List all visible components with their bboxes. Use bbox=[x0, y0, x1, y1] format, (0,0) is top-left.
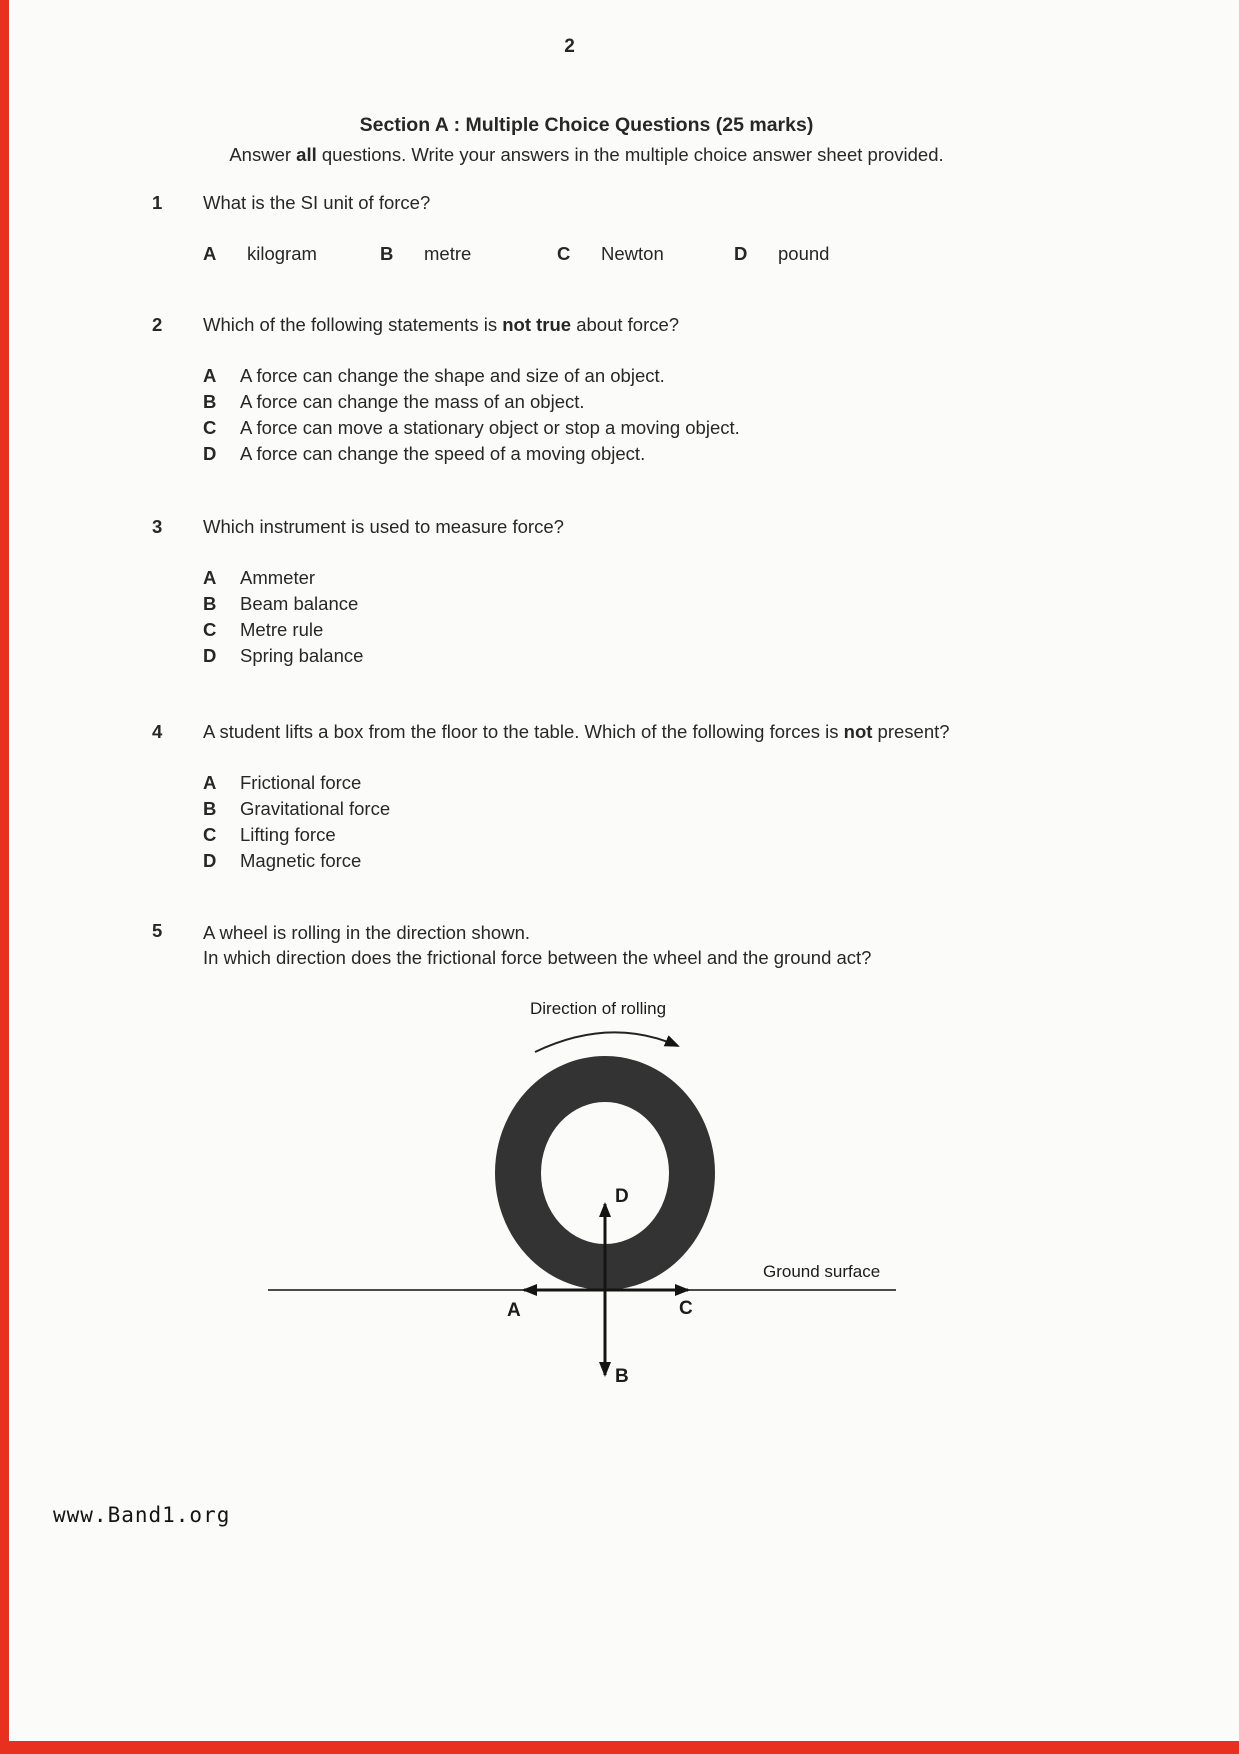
question-text bbox=[203, 516, 1149, 538]
option-text: Magnetic force bbox=[240, 850, 362, 871]
option-text: A force can change the mass of an object. bbox=[240, 391, 585, 412]
option-letter: A bbox=[203, 567, 217, 588]
wheel-diagram bbox=[258, 990, 1239, 1395]
option-text: metre bbox=[424, 243, 472, 264]
footer-watermark: www.Band1.org bbox=[53, 1503, 231, 1527]
rolling-direction-arrow bbox=[535, 1032, 678, 1052]
direction-of-rolling-label: Direction of rolling bbox=[530, 999, 667, 1018]
options bbox=[203, 770, 1149, 874]
option-c bbox=[557, 243, 734, 265]
question-number: 5 bbox=[152, 920, 163, 941]
question-text-bold: not bbox=[843, 721, 873, 742]
option-b bbox=[380, 243, 557, 265]
option-b bbox=[203, 389, 1149, 415]
option-c bbox=[203, 415, 1149, 441]
option-text: Spring balance bbox=[240, 645, 364, 666]
question-text-post: present? bbox=[872, 721, 950, 742]
question-5 bbox=[152, 920, 1149, 970]
option-letter: B bbox=[203, 593, 217, 614]
question-text-pre: A student lifts a box from the floor to the table. Which of the following forces is bbox=[203, 721, 844, 742]
label-a: A bbox=[507, 1300, 521, 1321]
option-text: Newton bbox=[601, 243, 664, 264]
option-letter: D bbox=[734, 243, 748, 264]
option-text: A force can move a stationary object or stop a moving object. bbox=[240, 417, 740, 438]
option-d bbox=[203, 441, 1149, 467]
option-a bbox=[203, 770, 1149, 796]
question-text-bold: not true bbox=[502, 314, 572, 335]
question-text-post: about force? bbox=[571, 314, 680, 335]
section-title: Section A : Multiple Choice Questions (25 marks) bbox=[359, 114, 814, 136]
option-letter: C bbox=[557, 243, 571, 264]
option-text: Frictional force bbox=[240, 772, 362, 793]
option-letter: D bbox=[203, 645, 217, 666]
instructions-pre: Answer bbox=[229, 144, 297, 165]
question-text bbox=[203, 192, 1149, 214]
instructions-bold: all bbox=[296, 144, 317, 165]
options bbox=[203, 243, 1149, 265]
question-number: 3 bbox=[152, 516, 163, 537]
option-letter: B bbox=[203, 798, 217, 819]
question-text-pre: Which of the following statements is bbox=[203, 314, 503, 335]
option-c bbox=[203, 617, 1149, 643]
option-text: Beam balance bbox=[240, 593, 359, 614]
question-text bbox=[203, 314, 1149, 336]
ground-surface-label: Ground surface bbox=[763, 1262, 881, 1281]
option-letter: B bbox=[380, 243, 394, 264]
option-text: A force can change the shape and size of an object. bbox=[240, 365, 665, 386]
page-number: 2 bbox=[564, 36, 575, 57]
label-d: D bbox=[615, 1186, 629, 1207]
label-b: B bbox=[615, 1366, 629, 1387]
option-a bbox=[203, 565, 1149, 591]
options bbox=[203, 363, 1149, 467]
option-c bbox=[203, 822, 1149, 848]
option-letter: C bbox=[203, 417, 217, 438]
section-instructions bbox=[0, 144, 1173, 166]
options bbox=[203, 565, 1149, 669]
instructions-post: questions. Write your answers in the multiple choice answer sheet provided. bbox=[316, 144, 944, 165]
question-number: 4 bbox=[152, 721, 163, 742]
question-number: 1 bbox=[152, 192, 163, 213]
section-header bbox=[0, 114, 1239, 166]
option-d bbox=[203, 848, 1149, 874]
option-letter: A bbox=[203, 243, 217, 264]
option-a bbox=[203, 243, 380, 265]
question-2 bbox=[152, 314, 1149, 467]
question-text-pre: Which instrument is used to measure force? bbox=[203, 516, 564, 537]
question-text-line-1: A wheel is rolling in the direction shown. bbox=[203, 922, 531, 943]
question-text bbox=[203, 721, 1149, 743]
option-b bbox=[203, 796, 1149, 822]
option-text: Lifting force bbox=[240, 824, 336, 845]
option-text: kilogram bbox=[247, 243, 317, 264]
question-text-line-2: In which direction does the frictional force between the wheel and the ground act? bbox=[203, 947, 872, 968]
option-letter: C bbox=[203, 824, 217, 845]
option-d bbox=[203, 643, 1149, 669]
question-text-pre: What is the SI unit of force? bbox=[203, 192, 431, 213]
option-letter: A bbox=[203, 772, 217, 793]
option-text: A force can change the speed of a moving object. bbox=[240, 443, 646, 464]
wheel-diagram-svg bbox=[258, 990, 918, 1390]
option-b bbox=[203, 591, 1149, 617]
option-a bbox=[203, 363, 1149, 389]
option-d bbox=[734, 243, 911, 265]
option-letter: B bbox=[203, 391, 217, 412]
option-text: pound bbox=[778, 243, 830, 264]
option-text: Ammeter bbox=[240, 567, 316, 588]
question-1 bbox=[152, 192, 1149, 265]
option-letter: C bbox=[203, 619, 217, 640]
scan-edge-left bbox=[0, 0, 9, 1754]
option-letter: D bbox=[203, 443, 217, 464]
option-letter: D bbox=[203, 850, 217, 871]
label-c: C bbox=[679, 1298, 693, 1319]
scan-edge-bottom bbox=[0, 1741, 1239, 1754]
option-text: Metre rule bbox=[240, 619, 324, 640]
question-4 bbox=[152, 721, 1149, 874]
option-text: Gravitational force bbox=[240, 798, 391, 819]
question-number: 2 bbox=[152, 314, 163, 335]
option-letter: A bbox=[203, 365, 217, 386]
question-3 bbox=[152, 516, 1149, 669]
